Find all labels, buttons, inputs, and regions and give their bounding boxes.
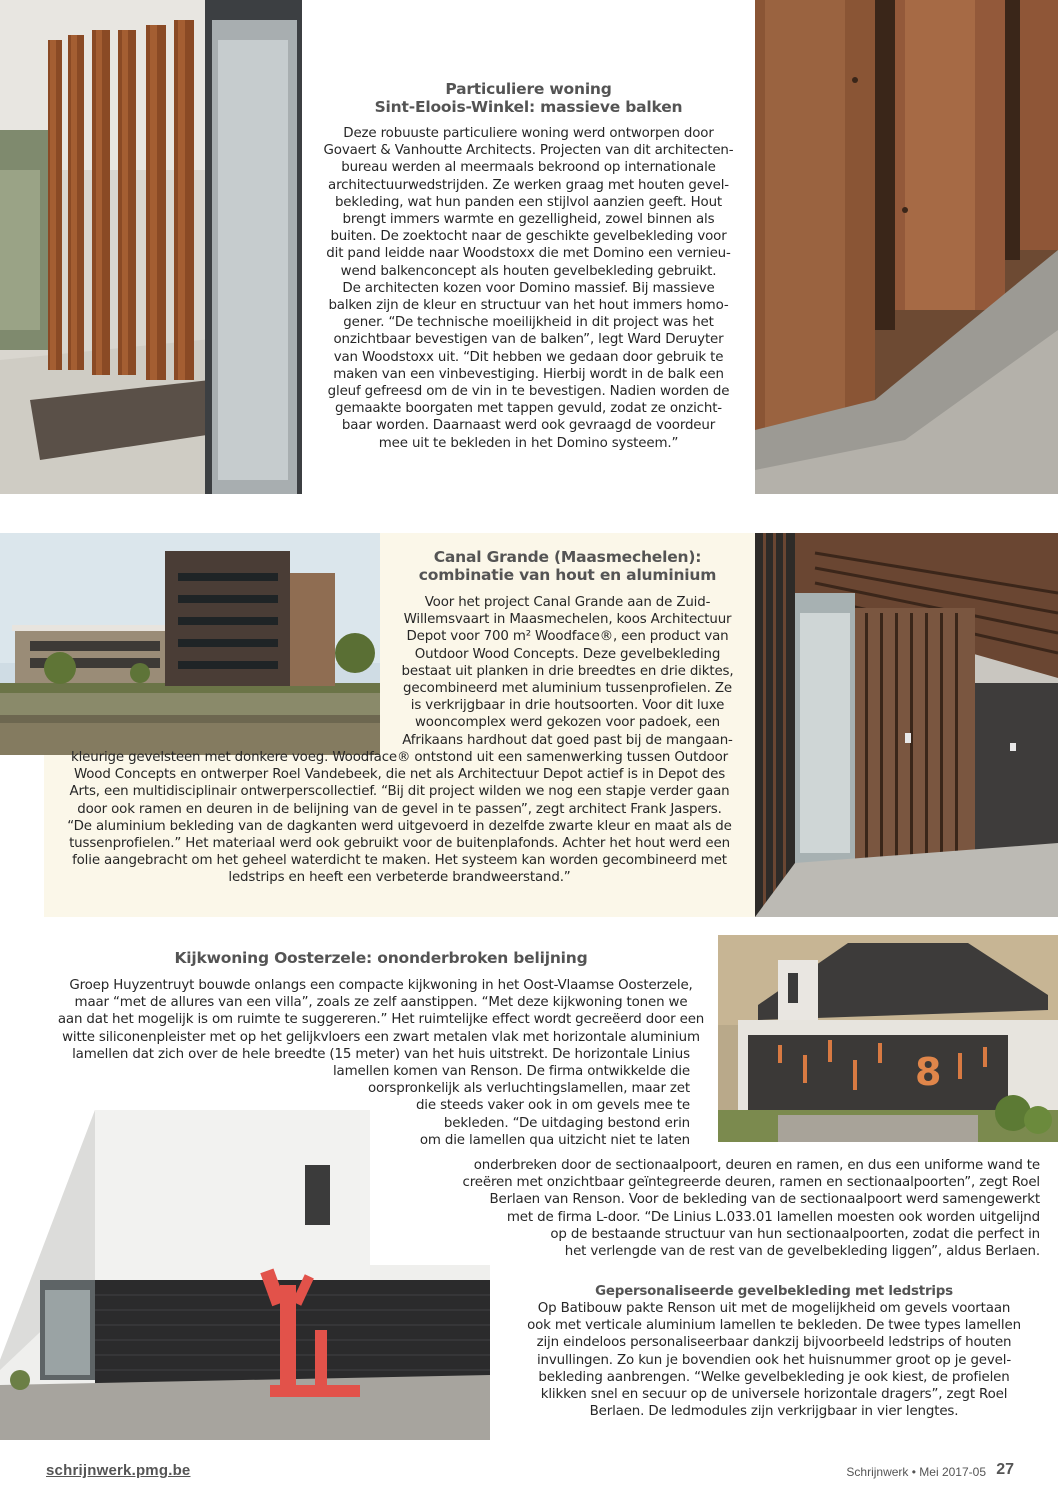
photo-canal-grande-building — [0, 533, 380, 755]
section2-line: Outdoor Wood Concepts. Deze gevelbekleding — [414, 646, 721, 662]
section3-line: lamellen komen van Renson. De firma ontwikkelde die — [332, 1064, 690, 1079]
section3-body-d — [490, 1300, 1058, 1420]
section3-line: zijn eindeloos personaliseerbaar dankzij bijvoorbeeld ledstrips of houten — [536, 1335, 1012, 1351]
section3-line: op de bestaande structuur van hun sectionaalpoorten, zodat die perfect in — [550, 1226, 1040, 1242]
section3-line: witte siliconenpleister met op het gelijkvloers een zwart metalen vlak met horizontale aluminium — [62, 1029, 700, 1045]
section3-line: het verlengde van de rest van de gevelbekleding liggen”, aldus Berlaen. — [564, 1244, 1040, 1260]
footer-website-link[interactable]: schrijnwerk.pmg.be — [46, 1462, 191, 1479]
section1-line: Govaert & Vanhoutte Architects. Projecten van dit architecten- — [323, 143, 734, 159]
section1-line: onzichtbaar bevestigen van de balken”, legt Ward Deruyter — [333, 332, 724, 348]
section1-heading — [302, 80, 755, 116]
house-number: 8 — [915, 1050, 942, 1094]
section3-body-c — [400, 1157, 1040, 1260]
section3-line: om die lamellen qua uitzicht niet te laten — [419, 1132, 690, 1148]
section3-line: Berlaen. De ledmodules zijn verkrijgbaar in vier lengtes. — [589, 1404, 959, 1420]
section3-body-b — [290, 1063, 718, 1149]
section1-line: Deze robuuste particuliere woning werd ontworpen door — [343, 126, 714, 141]
section1-line: van Woodstoxx uit. “Dit hebben we gedaan door gebruik te — [333, 349, 724, 365]
section2-line: “De aluminium bekleding van de dagkanten werd uitgevoerd in dezelfde zwarte kleur en maat als de — [67, 818, 732, 834]
section1-line: bureau werden al meermaals bekroond op internationale — [341, 160, 716, 176]
section2-line: is verkrijgbaar in drie houtsoorten. Voor dit luxe — [410, 698, 725, 714]
section3-line: klikken snel en secuur op de universele horizontale dragers”, zegt Roel — [540, 1387, 1008, 1403]
section1-body — [302, 125, 755, 452]
section2-heading-line: combinatie van hout en aluminium — [418, 566, 717, 584]
section2-line: Arts, een multidisciplinair ontwerperscollectief. “Bij dit project wilden we nog een stapje verder gaan — [69, 784, 730, 800]
section3-line: bekleding aanbrengen. “Welke gevelbekleding je ook kiest, de profielen — [538, 1369, 1010, 1385]
section1-line: wend balkenconcept als houten gevelbekleding gebruikt. — [340, 263, 717, 279]
section2-line: bestaat uit planken in drie breedtes en drie diktes, — [401, 663, 734, 679]
section3-line: creëren met onzichtbaar geïntegreerde deuren, ramen en sectionaalpoorten”, zegt Roel — [462, 1175, 1040, 1191]
section2-line: Afrikaans hardhout dat goed past bij de mangaan- — [402, 732, 733, 748]
photo-wood-aluminium-facade — [755, 533, 1058, 917]
section2-line: Depot voor 700 m² Woodface®, een product van — [406, 629, 729, 645]
section2-line: ledstrips en heeft een verbeterde brandweerstand.” — [228, 870, 571, 886]
section1-line: gemaakte boorgaten met tappen gevuld, zodat ze onzicht- — [335, 401, 722, 417]
section1-line: De architecten kozen voor Domino massief. Bij massieve — [342, 280, 715, 296]
section1-line: mee uit te bekleden in het Domino systeem.” — [378, 435, 679, 451]
section1-line: buiten. De zoektocht naar de geschikte gevelbekleding voor — [330, 229, 727, 245]
section2-line: Willemsvaart in Maasmechelen, koos Architectuur — [403, 612, 732, 628]
section3-line: onderbreken door de sectionaalpoort, deuren en ramen, en dus een uniforme wand te — [473, 1158, 1040, 1173]
section3-subheading: Gepersonaliseerde gevelbekleding met ledstrips — [595, 1284, 953, 1299]
section1-line: dit pand leidde naar Woodstoxx die met Domino een vernieu- — [326, 246, 731, 262]
section2-heading-line: Canal Grande (Maasmechelen): — [433, 548, 702, 566]
section2-heading — [380, 548, 755, 584]
section1-line: gleuf gefreesd om de vin in te bevestigen. Nadien worden de — [327, 384, 730, 400]
section1-heading-line: Sint-Eloois-Winkel: massieve balken — [374, 98, 683, 116]
photo-house-led-facade — [718, 935, 1058, 1142]
section3-line: Op Batibouw pakte Renson uit met de mogelijkheid om gevels voortaan — [537, 1301, 1011, 1316]
section1-line: architectuurwedstrijden. Ze werken graag met houten gevel- — [328, 177, 729, 193]
section2-line: wooncomplex werd gekozen voor padoek, een — [414, 715, 721, 731]
section1-line: maken van een vinbevestiging. Hierbij wordt in de balk een — [333, 366, 724, 382]
section3-body-a — [44, 977, 718, 1063]
section2-line: gecombineerd met aluminium tussenprofielen. Ze — [403, 681, 732, 697]
photo-wooden-beams-closeup — [755, 0, 1058, 494]
footer-page-number: 27 — [996, 1461, 1014, 1478]
section3-line: oorspronkelijk als verluchtingslamellen, maar zet — [367, 1081, 690, 1097]
section2-line: Voor het project Canal Grande aan de Zuid- — [424, 595, 711, 610]
section3-line: die steeds vaker ook in om gevels mee te — [415, 1098, 690, 1114]
section3-line: ook met verticale aluminium lamellen te bekleden. De twee types lamellen — [527, 1318, 1021, 1334]
section3-line: aan dat het mogelijk is om ruimte te suggereren.” Het ruimtelijke effect wordt gecreëerd door een — [57, 1012, 705, 1028]
section1-heading-line: Particuliere woning — [445, 80, 612, 98]
section3-line: maar “met de allures van een villa”, zoals ze zelf aanstippen. “Met deze kijkwoning tonen we — [74, 995, 688, 1011]
section2-line: folie aangebracht om het geheel waterdicht te maken. Het systeem kan worden gecombineerd met — [72, 853, 727, 869]
section2-line: tussenprofielen.” Het materiaal werd ook gebruikt voor de buitenplafonds. Achter het hout werd een — [69, 836, 730, 852]
section3-line: Berlaen van Renson. Voor de bekleding van de sectionaalpoort werd samengewerkt — [489, 1192, 1040, 1208]
section3-heading: Kijkwoning Oosterzele: ononderbroken belijning — [174, 949, 588, 967]
section3-line: met de firma L-door. “De Linius L.033.01 lamellen moesten ook worden uitgelijnd — [506, 1209, 1040, 1225]
section3-line: bekleden. “De uitdaging bestond erin — [443, 1115, 690, 1131]
section1-line: baar worden. Daarnaast werd ook gevraagd de voordeur — [341, 418, 716, 434]
photo-interior-wooden-beams — [0, 0, 302, 494]
section1-line: brengt immers warmte en gezelligheid, zowel binnen als — [342, 212, 715, 228]
section3-line: Groep Huyzentruyt bouwde onlangs een compacte kijkwoning in het Oost-Vlaamse Oosterzele, — [69, 978, 693, 993]
section1-line: gener. “De technische moeilijkheid in dit project was het — [343, 315, 714, 331]
section1-line: bekleding, wat hun panden een stijlvol aanzien geeft. Hout — [334, 194, 723, 210]
section3-line: invullingen. Zo kun je bovendien ook het huisnummer groot op je gevel- — [536, 1352, 1012, 1368]
section2-body-wide — [44, 749, 755, 887]
section2-body-narrow — [380, 594, 755, 749]
section2-line: door ook ramen en deuren in de belijning van de gevel in te passen”, zegt architect Frank Jaspers. — [77, 801, 722, 817]
section1-line: balken zijn de kleur en structuur van het hout immers homo- — [328, 298, 729, 314]
section2-line: Wood Concepts en ontwerper Roel Vandebeek, die net als Architectuur Depot actief is in Depot des — [73, 767, 726, 783]
section3-line: lamellen dat zich over de hele breedte (15 meter) van het huis uitstrekt. De horizontale Linius — [72, 1046, 690, 1062]
section2-line: kleurige gevelsteen met donkere voeg. Woodface® ontstond uit een samenwerking tussen Outdoor — [71, 750, 728, 765]
footer-magazine-info: Schrijnwerk • Mei 2017-05 — [846, 1465, 986, 1479]
